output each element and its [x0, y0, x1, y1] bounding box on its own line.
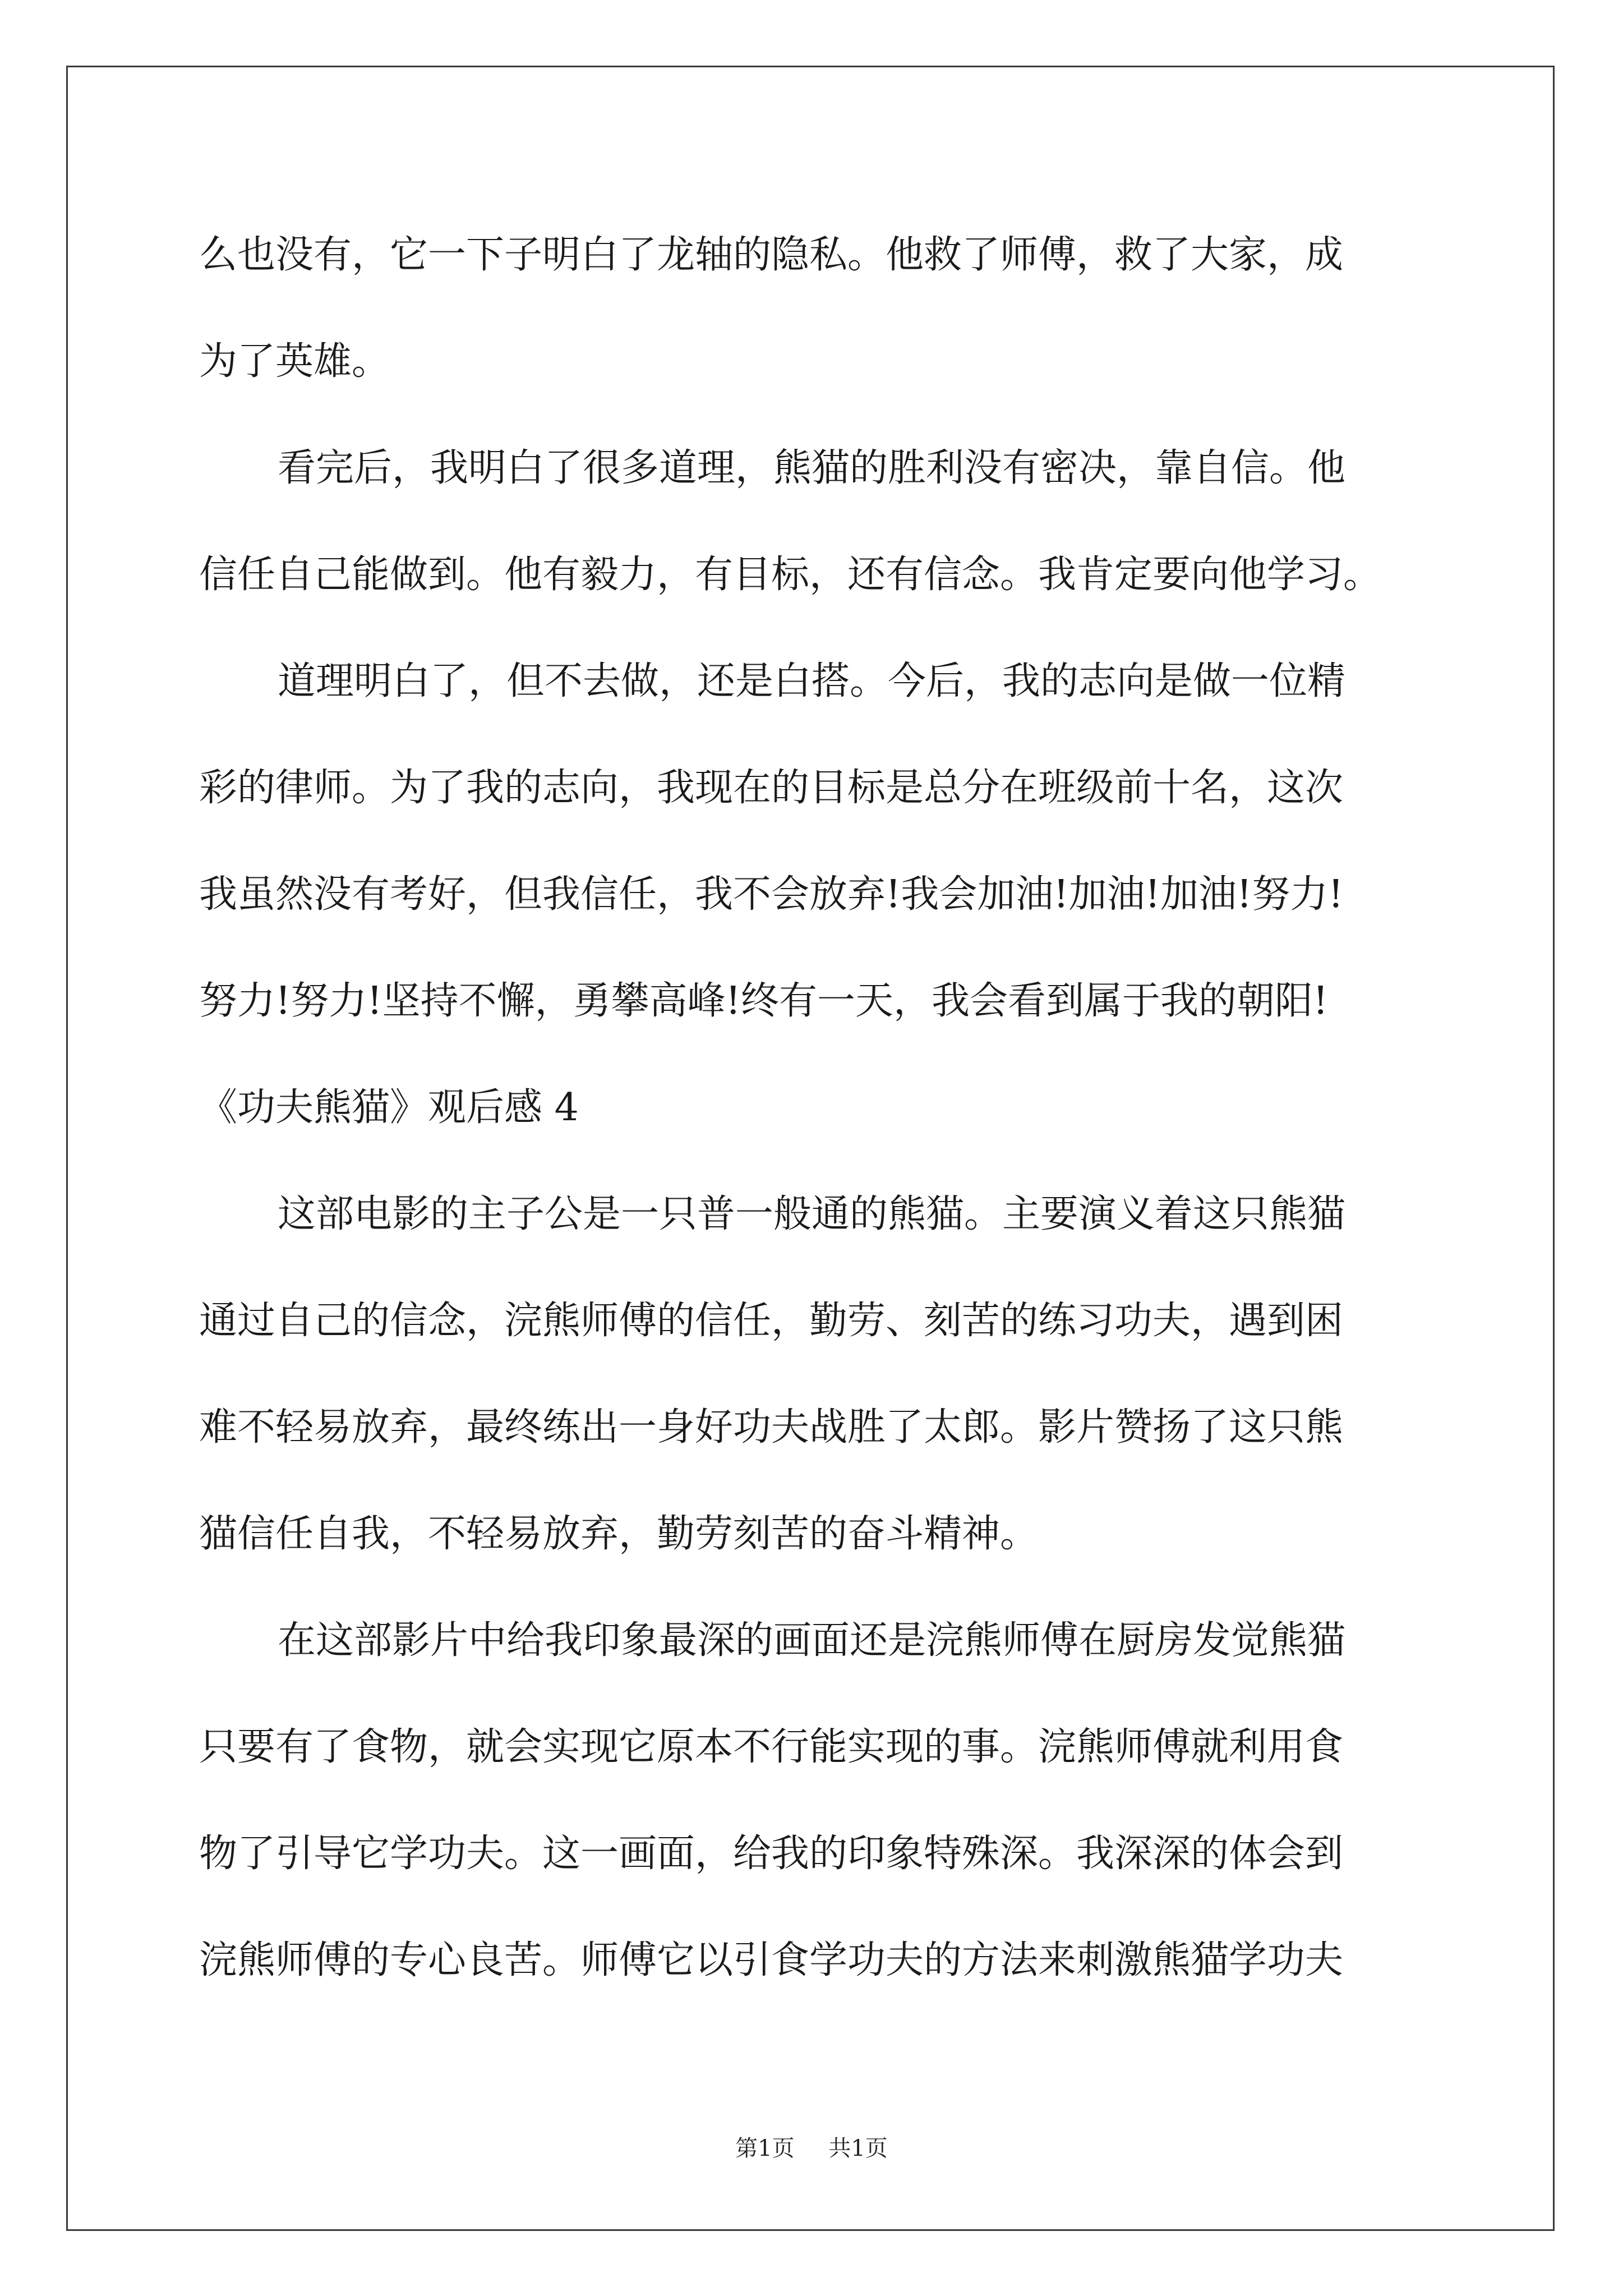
- paragraph-start-line: 道理明白了，但不去做，还是白搭。今后，我的志向是做一位精: [278, 659, 1346, 703]
- body-line: 难不轻易放弃，最终练出一身好功夫战胜了太郎。影片赞扬了这只熊: [199, 1405, 1344, 1450]
- body-line: 通过自己的信念，浣熊师傅的信任，勤劳、刻苦的练习功夫，遇到困: [199, 1299, 1344, 1343]
- body-line: 努力!努力!坚持不懈，勇攀高峰!终有一天，我会看到属于我的朝阳!: [199, 979, 1329, 1023]
- body-line: 猫信任自我，不轻易放弃，勤劳刻苦的奋斗精神。: [199, 1512, 1039, 1556]
- body-line: 为了英雄。: [199, 339, 390, 384]
- paragraph-start-line: 在这部影片中给我印象最深的画面还是浣熊师傅在厨房发觉熊猫: [278, 1618, 1346, 1663]
- section-heading: 《功夫熊猫》观后感 4: [199, 1085, 579, 1130]
- body-line: 信任自己能做到。他有毅力，有目标，还有信念。我肯定要向他学习。: [199, 553, 1382, 597]
- body-line: 浣熊师傅的专心良苦。师傅它以引食学功夫的方法来刺激熊猫学功夫: [199, 1938, 1344, 1982]
- page-number: 第1页: [735, 2136, 795, 2161]
- body-line: 物了引导它学功夫。这一画面，给我的印象特殊深。我深深的体会到: [199, 1832, 1344, 1876]
- page-footer: [0, 2132, 1623, 2165]
- body-line: 只要有了食物，就会实现它原本不行能实现的事。浣熊师傅就利用食: [199, 1725, 1344, 1769]
- page-total: 共1页: [828, 2136, 888, 2161]
- paragraph-start-line: 看完后，我明白了很多道理，熊猫的胜利没有密决，靠自信。他: [278, 446, 1346, 490]
- paragraph-start-line: 这部电影的主子公是一只普一般通的熊猫。主要演义着这只熊猫: [278, 1192, 1346, 1236]
- body-line: 么也没有，它一下子明白了龙轴的隐私。他救了师傅，救了大家，成: [199, 233, 1344, 277]
- body-line: 彩的律师。为了我的志向，我现在的目标是总分在班级前十名，这次: [199, 766, 1344, 810]
- body-line: 我虽然没有考好，但我信任，我不会放弃!我会加油!加油!加油!努力!: [199, 872, 1344, 917]
